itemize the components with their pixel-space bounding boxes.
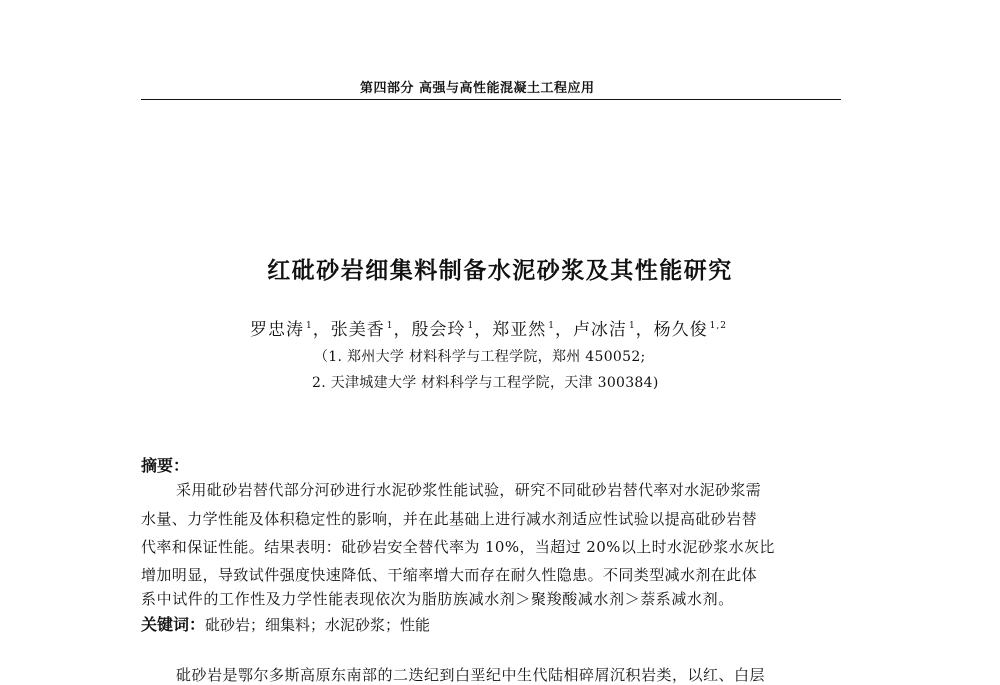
author-name: 郑亚然: [492, 320, 547, 340]
author: [654, 320, 727, 340]
author-affiliation-mark: 1: [386, 321, 394, 331]
abstract-line: 增加明显，导致试件强度快速降低、干缩率增大而存在耐久性隐患。不同类型减水剂在此体: [141, 566, 758, 584]
author-affiliation-mark: 1,2: [709, 321, 727, 331]
author: [250, 320, 313, 340]
author-separator: ，: [474, 320, 493, 340]
body-paragraph-line: 砒砂岩是鄂尔多斯高原东南部的二迭纪到白垩纪中生代陆相碎屑沉积岩类，以红、白层: [176, 666, 766, 684]
author-name: 殷会玲: [411, 320, 466, 340]
running-head: 第四部分 高强与高性能混凝土工程应用: [360, 81, 595, 96]
author-name: 张美香: [330, 320, 385, 340]
author-separator: ，: [635, 320, 654, 340]
abstract-line: 系中试件的工作性及力学性能表现依次为脂肪族减水剂＞聚羧酸减水剂＞萘系减水剂。: [141, 590, 734, 608]
author: [573, 320, 636, 340]
abstract-line: 水量、力学性能及体积稳定性的影响，并在此基础上进行减水剂适应性试验以提高砒砂岩替: [141, 510, 758, 528]
author: [331, 320, 394, 340]
header-rule: [141, 99, 841, 100]
author-separator: ，: [393, 320, 412, 340]
author-affiliation-mark: 1: [467, 321, 475, 331]
affiliation-2: 2. 天津城建大学 材料科学与工程学院，天津 300384): [312, 375, 659, 391]
author: [492, 320, 555, 340]
author-name: 罗忠涛: [250, 320, 304, 340]
affiliation-1: （1. 郑州大学 材料科学与工程学院，郑州 450052;: [314, 349, 646, 365]
author-name: 卢冰洁: [572, 320, 627, 340]
abstract-line: 代率和保证性能。结果表明：砒砂岩安全替代率为 10%，当超过 20%以上时水泥砂浆水灰比: [141, 538, 775, 556]
author-name: 杨久俊: [653, 320, 708, 340]
author-affiliation-mark: 1: [306, 321, 313, 331]
keywords: [141, 612, 430, 635]
author-affiliation-mark: 1: [628, 321, 636, 331]
author-affiliation-mark: 1: [548, 321, 555, 331]
keywords-label: 关键词：: [141, 615, 206, 634]
author: [411, 320, 474, 340]
author-list: [250, 315, 727, 340]
abstract-label: 摘要：: [141, 456, 190, 475]
abstract-line: 采用砒砂岩替代部分河砂进行水泥砂浆性能试验，研究不同砒砂岩替代率对水泥砂浆需: [176, 481, 762, 499]
paper-title: 红砒砂岩细集料制备水泥砂浆及其性能研究: [267, 258, 733, 284]
keywords-text: 砒砂岩；细集料；水泥砂浆；性能: [205, 616, 431, 634]
author-separator: ，: [554, 320, 573, 340]
author-separator: ，: [312, 320, 331, 340]
